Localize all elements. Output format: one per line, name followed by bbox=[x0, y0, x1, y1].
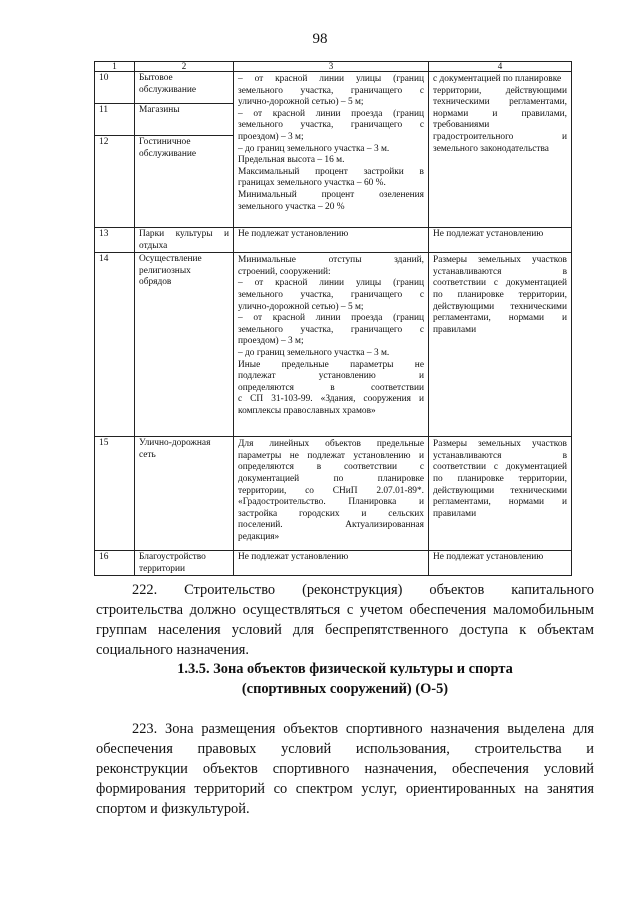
table-row bbox=[95, 228, 572, 253]
notes-line: соответствии с документацией bbox=[433, 278, 567, 289]
params-line: земельного участка, граничащего с bbox=[238, 289, 424, 300]
paragraph-line: формирования территорий со спектром услуг, ориентированных на занятия bbox=[96, 781, 594, 797]
params-cell bbox=[234, 253, 429, 437]
params-line: определяются в соответствии с bbox=[238, 462, 424, 473]
notes-cell bbox=[429, 228, 572, 253]
notes-line: градостроительного и bbox=[433, 131, 567, 142]
row-number: 16 bbox=[95, 551, 135, 576]
params-line: Минимальные отступы зданий, bbox=[238, 255, 424, 266]
params-line: территории, со СНиП 2.07.01-89*. bbox=[238, 485, 424, 496]
params-line: Не подлежат установлению bbox=[238, 552, 349, 563]
paragraph-line: реконструкции объектов спортивного назначения, обеспечения условий bbox=[96, 761, 594, 777]
params-line: «Градостроительство. Планировка и bbox=[238, 497, 424, 508]
table-row bbox=[95, 437, 572, 551]
notes-cell bbox=[429, 437, 572, 551]
params-line: земельного участка, граничащего с bbox=[238, 120, 424, 131]
params-line: подлежат установлению и bbox=[238, 371, 424, 382]
use-type-line: Парки культуры и bbox=[139, 229, 229, 239]
section-heading bbox=[96, 659, 594, 699]
use-type bbox=[135, 437, 234, 551]
notes-line: Размеры земельных участков bbox=[433, 255, 567, 266]
params-line: улично-дорожной сетью) – 5 м; bbox=[238, 301, 364, 312]
use-type-line: религиозных bbox=[139, 265, 191, 276]
paragraph-line: обеспечения правовых условий использования, строительства и bbox=[96, 741, 594, 757]
params-line: документацией по планировке bbox=[238, 473, 424, 484]
notes-line: нормами и правилами, bbox=[433, 108, 567, 119]
use-type-line: Благоустройство bbox=[139, 552, 206, 563]
column-header: 4 bbox=[429, 62, 572, 72]
page-number: 98 bbox=[312, 31, 328, 47]
notes-line: устанавливаются в bbox=[433, 450, 567, 461]
params-line: границах земельного участка – 60 %. bbox=[238, 178, 386, 189]
regulations-table bbox=[94, 61, 572, 576]
params-line: параметры не подлежат установлению и bbox=[238, 450, 424, 461]
notes-line: Размеры земельных участков bbox=[433, 439, 567, 450]
merged-params-cell bbox=[234, 72, 429, 228]
params-line: улично-дорожной сетью) – 5 м; bbox=[238, 97, 364, 108]
notes-line: техническими регламентами, bbox=[433, 97, 567, 108]
row-number: 12 bbox=[95, 136, 135, 228]
notes-line: Не подлежат установлению bbox=[433, 552, 544, 563]
row-number: 13 bbox=[95, 228, 135, 253]
column-header: 1 bbox=[95, 62, 135, 72]
column-header: 3 bbox=[234, 62, 429, 72]
row-number: 10 bbox=[95, 72, 135, 104]
use-type-line: обрядов bbox=[139, 277, 172, 288]
notes-line: с документацией по планировке bbox=[433, 74, 562, 84]
params-line: Максимальный процент застройки в bbox=[238, 166, 424, 177]
use-type-line: Бытовое bbox=[139, 73, 173, 83]
row-number: 11 bbox=[95, 104, 135, 136]
notes-line: действующими техническими bbox=[433, 485, 567, 496]
params-line: земельного участка – 20 % bbox=[238, 201, 345, 212]
params-line: с СП 31-103-99. «Здания, сооружения и bbox=[238, 394, 424, 405]
paragraph-line: 223. Зона размещения объектов спортивного назначения выделена для bbox=[132, 721, 594, 737]
use-type-line: Магазины bbox=[139, 105, 180, 115]
notes-line: территории, действующими bbox=[433, 85, 567, 96]
use-type-line: территории bbox=[139, 563, 186, 574]
params-line: – от красной линии проезда (границ bbox=[238, 108, 424, 119]
table-row bbox=[95, 72, 572, 104]
params-line: Иные предельные параметры не bbox=[238, 359, 424, 370]
use-type bbox=[135, 253, 234, 437]
params-line: – до границ земельного участка – 3 м. bbox=[238, 143, 390, 154]
row-number: 14 bbox=[95, 253, 135, 437]
params-line: определяются в соответствии bbox=[238, 382, 424, 393]
params-cell bbox=[234, 228, 429, 253]
use-type bbox=[135, 228, 234, 253]
use-type-line: Улично-дорожная bbox=[139, 438, 211, 449]
notes-line: земельного законодательства bbox=[433, 143, 549, 154]
notes-line: по планировке территории, bbox=[433, 473, 567, 484]
params-line: комплексы православных храмов» bbox=[238, 405, 376, 416]
params-cell bbox=[234, 551, 429, 576]
params-line: – от красной линии проезда (границ bbox=[238, 313, 424, 324]
use-type-line: Гостиничное bbox=[139, 137, 191, 147]
notes-line: соответствии с документацией bbox=[433, 462, 567, 473]
paragraph-line: 222. Строительство (реконструкция) объектов капитального bbox=[132, 582, 594, 598]
paragraph-line: спортом и физкультурой. bbox=[96, 801, 250, 817]
params-line: земельного участка, граничащего с bbox=[238, 324, 424, 335]
params-line: Предельная высота – 16 м. bbox=[238, 155, 345, 166]
notes-line: правилами bbox=[433, 324, 477, 335]
row-number: 15 bbox=[95, 437, 135, 551]
use-type bbox=[135, 104, 234, 136]
notes-line: устанавливаются в bbox=[433, 266, 567, 277]
params-line: – от красной линии улицы (границ bbox=[238, 74, 424, 84]
paragraph-line: строительства должно осуществляться с учетом обеспечения маломобильным bbox=[96, 602, 594, 618]
params-line: строений, сооружений: bbox=[238, 266, 331, 277]
params-line: Не подлежат установлению bbox=[238, 229, 349, 239]
paragraph-223 bbox=[96, 719, 594, 819]
use-type-line: обслуживание bbox=[139, 84, 197, 95]
use-type bbox=[135, 72, 234, 104]
params-line: поселений. Актуализированная bbox=[238, 520, 424, 531]
params-line: проездом) – 3 м; bbox=[238, 336, 304, 347]
column-header: 2 bbox=[135, 62, 234, 72]
paragraph-line: группам населения условий для беспрепятственного доступа к объектам bbox=[96, 622, 594, 638]
params-line: – от красной линии улицы (границ bbox=[238, 278, 424, 289]
notes-line: регламентами, нормами и bbox=[433, 497, 567, 508]
params-line: редакция» bbox=[238, 531, 280, 542]
use-type bbox=[135, 551, 234, 576]
params-line: земельного участка, граничащего с bbox=[238, 85, 424, 96]
notes-cell bbox=[429, 253, 572, 437]
table-row bbox=[95, 551, 572, 576]
merged-notes-cell bbox=[429, 72, 572, 228]
use-type-line: сеть bbox=[139, 449, 156, 460]
params-line: застройка городских и сельских bbox=[238, 508, 424, 519]
use-type-line: отдыха bbox=[139, 240, 168, 251]
notes-line: требованиями bbox=[433, 120, 490, 131]
notes-line: правилами bbox=[433, 508, 477, 519]
paragraph-line: социального назначения. bbox=[96, 642, 250, 658]
section-heading-line: (спортивных сооружений) (О-5) bbox=[241, 681, 449, 697]
use-type-line: обслуживание bbox=[139, 148, 197, 159]
paragraph-222 bbox=[96, 580, 594, 660]
params-line: Для линейных объектов предельные bbox=[238, 439, 424, 450]
params-line: проездом) – 3 м; bbox=[238, 131, 304, 142]
params-cell bbox=[234, 437, 429, 551]
section-heading-line: 1.3.5. Зона объектов физической культуры и спорта bbox=[177, 661, 513, 677]
notes-line: регламентами, нормами и bbox=[433, 313, 567, 324]
notes-line: по планировке территории, bbox=[433, 289, 567, 300]
notes-cell bbox=[429, 551, 572, 576]
table-header-row bbox=[95, 62, 572, 72]
notes-line: Не подлежат установлению bbox=[433, 229, 544, 239]
params-line: – до границ земельного участка – 3 м. bbox=[238, 347, 390, 358]
notes-line: действующими техническими bbox=[433, 301, 567, 312]
use-type bbox=[135, 136, 234, 228]
use-type-line: Осуществление bbox=[139, 254, 202, 265]
table-row bbox=[95, 253, 572, 437]
params-line: Минимальный процент озеленения bbox=[238, 189, 424, 200]
